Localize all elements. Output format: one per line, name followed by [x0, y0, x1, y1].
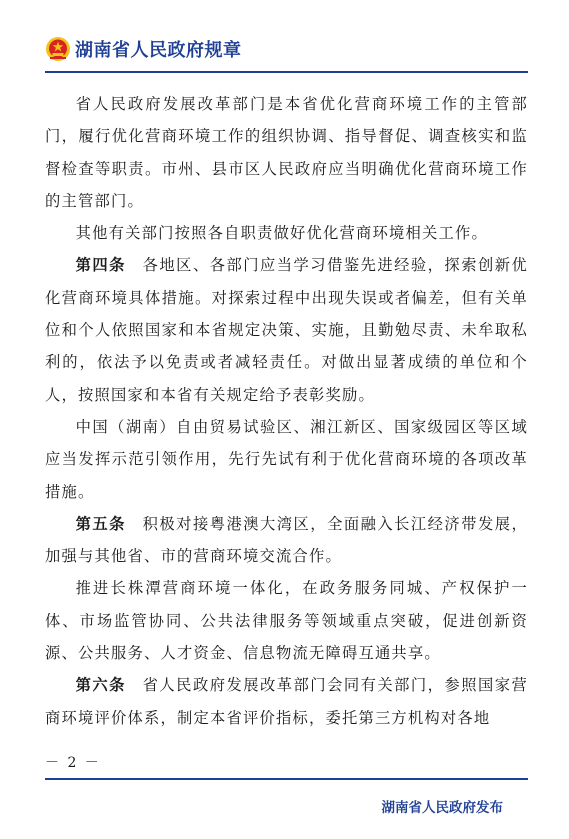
paragraph-text: 中国（湖南）自由贸易试验区、湘江新区、国家级园区等区域应当发挥示范引领作用，先行先试有利于优化营商环境的各项改革措施。: [45, 417, 528, 501]
article-number: 第四条: [75, 256, 126, 275]
national-emblem-icon: [45, 36, 71, 62]
paragraph: [45, 88, 528, 217]
document-header: [45, 36, 242, 62]
paragraph-text: 各地区、各部门应当学习借鉴先进经验，探索创新优化营商环境具体措施。对探索过程中出现失误或者偏差，但有关单位和个人依照国家和本省规定决策、实施，且勤勉尽责、未牟取私利的，依法予以免责或者减轻责任。对做出显著成绩的单位和个人，按照国家和本省有关规定给予表彰奖励。: [45, 256, 528, 404]
article-number: 第五条: [75, 514, 126, 533]
paragraph-text: 省人民政府发展改革部门会同有关部门，参照国家营商环境评价体系，制定本省评价指标，委托第三方机构对各地: [45, 676, 528, 727]
paragraph: [45, 508, 528, 573]
paragraph: [45, 572, 528, 669]
document-body: [45, 88, 528, 734]
paragraph: [45, 669, 528, 734]
footer-publisher: 湖南省人民政府发布: [381, 800, 503, 816]
paragraph-text: 积极对接粤港澳大湾区，全面融入长江经济带发展，加强与其他省、市的营商环境交流合作。: [45, 514, 528, 566]
header-title: 湖南省人民政府规章: [75, 40, 242, 61]
article-number: 第六条: [75, 676, 126, 695]
paragraph: [45, 411, 528, 508]
paragraph-text: 其他有关部门按照各自职责做好优化营商环境相关工作。: [75, 224, 489, 243]
paragraph: [45, 217, 528, 249]
footer-divider: [45, 778, 528, 780]
paragraph-text: 推进长株潭营商环境一体化，在政务服务同城、产权保护一体、市场监管协同、公共法律服务等领域重点突破，促进创新资源、公共服务、人才资金、信息物流无障碍互通共享。: [45, 579, 528, 663]
paragraph-text: 省人民政府发展改革部门是本省优化营商环境工作的主管部门，履行优化营商环境工作的组织协调、指导督促、调查核实和监督检查等职责。市州、县市区人民政府应当明确优化营商环境工作的主管部门。: [45, 95, 528, 210]
header-divider: [45, 71, 528, 73]
page-number: － 2 －: [45, 755, 101, 771]
paragraph: [45, 249, 528, 410]
